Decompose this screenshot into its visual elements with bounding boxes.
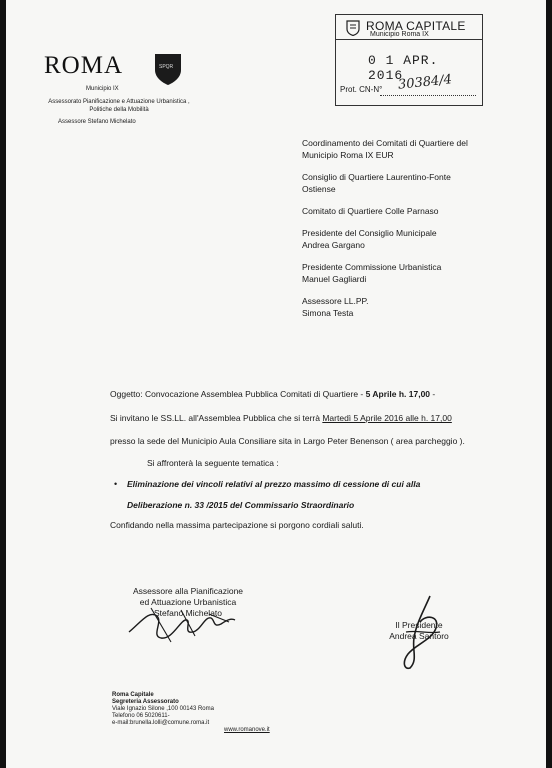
signature-title: Assessore alla Pianificazione — [132, 586, 244, 596]
invitation-prefix: Si invitano le SS.LL. all'Assemblea Pubblica che si terrà — [110, 413, 323, 423]
recipient — [302, 137, 532, 161]
recipient-line: Municipio Roma IX EUR — [302, 150, 394, 160]
signature-name: Andrea Santoro — [389, 631, 449, 641]
stamp-protocol-number: 30384/4 — [397, 72, 453, 93]
recipient — [302, 171, 532, 195]
subject-prefix: Oggetto: Convocazione Assemblea Pubblica Comitati di Quartiere - — [110, 389, 366, 399]
topic-line-2: Deliberazione n. 33 /2015 del Commissario Straordinario — [127, 500, 355, 510]
handwritten-signature-right — [386, 592, 456, 672]
footer-phone: Telefono 06 5020611- — [112, 713, 170, 719]
invitation-line — [110, 413, 452, 423]
roma-seal-icon — [346, 20, 360, 36]
signature-title: ed Attuazione Urbanistica — [139, 597, 237, 607]
recipient-line: Assessore LL.PP. — [302, 296, 369, 306]
stamp-date: 0 1 APR. 2016 — [368, 53, 439, 83]
recipients-list — [302, 137, 532, 329]
roma-shield-icon — [153, 52, 183, 86]
roma-logo-text: ROMA — [44, 52, 124, 79]
handwritten-signature-left — [121, 602, 241, 644]
topic-line-1: Eliminazione dei vincoli relativi al prezzo massimo di cessione di cui alla — [127, 479, 421, 489]
svg-text:SPQR: SPQR — [159, 64, 174, 70]
stamp-protocol-line — [380, 95, 476, 96]
stamp-header — [336, 17, 482, 40]
recipient-line: Presidente Commissione Urbanistica — [302, 262, 442, 272]
recipient-line: Consiglio di Quartiere Laurentino-Fonte — [302, 172, 451, 182]
topic-intro: Si affronterà la seguente tematica : — [147, 458, 279, 468]
invitation-date: Martedì 5 Aprile 2016 alle h. 17,00 — [322, 413, 452, 423]
assessorato-label: Assessorato Pianificazione e Attuazione Urbanistica , Politiche della Mobilità — [48, 99, 190, 113]
subject-line — [110, 389, 435, 399]
stamp-title: ROMA CAPITALE — [366, 19, 466, 33]
signature-name: Stefano Michelato — [153, 608, 223, 618]
recipient-line: Comitato di Quartiere Colle Parnaso — [302, 206, 439, 216]
recipient-line: Coordinamento dei Comitati di Quartiere del — [302, 138, 468, 148]
stamp-protocol-label: Prot. CN-N° — [340, 85, 383, 94]
footer-org: Roma Capitale — [112, 692, 154, 698]
recipient-line: Andrea Gargano — [302, 240, 365, 250]
recipient — [302, 227, 532, 251]
assessore-name: Assessore Stefano Michelato — [58, 119, 136, 125]
recipient — [302, 261, 532, 285]
stamp-subtitle: Municipio Roma IX — [370, 31, 429, 38]
bullet-icon: • — [114, 479, 118, 489]
recipient-line: Simona Testa — [302, 308, 354, 318]
recipient-line: Ostiense — [302, 184, 336, 194]
recipient — [302, 295, 532, 319]
subject-suffix: - — [430, 389, 436, 399]
letter-page — [6, 0, 546, 768]
footer-website-link[interactable]: www.romanove.it — [224, 727, 270, 733]
recipient — [302, 205, 532, 217]
closing-line: Confidando nella massima partecipazione si porgono cordiali saluti. — [110, 520, 364, 530]
protocol-stamp — [335, 14, 483, 106]
footer-email: e-mail:brunella.lolli@comune.roma.it — [112, 720, 210, 726]
recipient-line: Manuel Gagliardi — [302, 274, 367, 284]
signature-title: Il Presidente — [395, 620, 443, 630]
footer — [112, 692, 332, 727]
location-line: presso la sede del Municipio Aula Consiliare sita in Largo Peter Benenson ( area parcheggio ). — [110, 436, 465, 446]
footer-dept: Segreteria Assessorato — [112, 699, 179, 705]
recipient-line: Presidente del Consiglio Municipale — [302, 228, 437, 238]
footer-address: Viale Ignazio Silone ,100 00143 Roma — [112, 706, 214, 712]
subject-date: 5 Aprile h. 17,00 — [365, 389, 431, 399]
municipio-label: Municipio IX — [86, 86, 119, 92]
